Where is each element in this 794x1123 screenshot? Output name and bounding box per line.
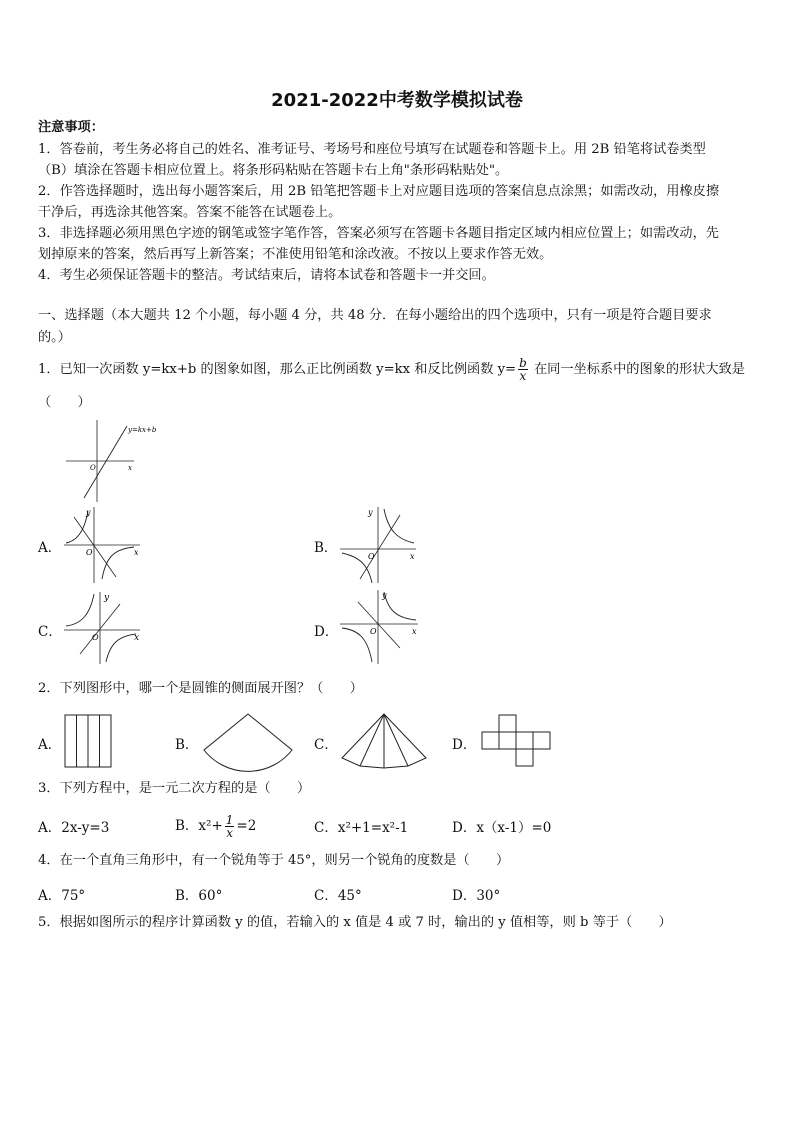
q1-main-graph	[64, 418, 164, 502]
origin-label: O	[90, 464, 96, 472]
notice-line: 2．作答选择题时，选出每小题答案后，用 2B 铅笔把答题卡上对应题目选项的答案信息点涂黑；如需改动，用橡皮擦	[38, 184, 720, 199]
notice-line: 1．答卷前，考生务必将自己的姓名、准考证号、考场号和座位号填写在试题卷和答题卡上。用 2B 铅笔将试卷类型	[38, 142, 706, 157]
y-axis-label: y	[368, 508, 373, 517]
q2-option-a-label[interactable]: A．	[38, 737, 62, 753]
q2-option-a-figure[interactable]	[64, 714, 114, 770]
notice-line: 4．考生必须保证答题卡的整洁。考试结束后，请将本试卷和答题卡一并交回。	[38, 268, 495, 283]
q1-option-c-label[interactable]: C．	[38, 624, 62, 640]
q1-frac-num: b	[519, 356, 527, 370]
q3-b-after: =2	[236, 818, 257, 834]
q3-option-a[interactable]: A．2x-y=3	[38, 820, 110, 836]
question-2-text: 2．下列图形中，哪一个是圆锥的侧面展开图？（ ）	[38, 681, 363, 696]
question-5-text: 5．根据如图所示的程序计算函数 y 的值，若输入的 x 值是 4 或 7 时，输出的 y 值相等，则 b 等于（ ）	[38, 915, 672, 930]
q3-b-den: x	[226, 826, 233, 840]
q1-option-b-label[interactable]: B．	[314, 540, 338, 556]
q1-option-b-graph[interactable]	[338, 505, 420, 585]
q2-option-d-figure[interactable]	[480, 714, 552, 770]
section-heading-cont: 的。）	[38, 330, 71, 345]
y-axis-label: y	[86, 508, 91, 517]
y-axis-label: y	[104, 593, 110, 603]
q1-text-before: 1．已知一次函数 y=kx+b 的图象如图，那么正比例函数 y=kx 和反比例函数 y=	[38, 362, 517, 377]
y-axis-label: y	[382, 591, 387, 600]
notice-line: （B）填涂在答题卡相应位置上。将条形码粘贴在答题卡右上角"条形码粘贴处"。	[38, 163, 509, 178]
question-1-paren: （ ）	[38, 395, 91, 410]
page-title: 2021-2022中考数学模拟试卷	[271, 90, 523, 111]
q2-option-c-label[interactable]: C．	[314, 737, 338, 753]
q1-text-after: 在同一坐标系中的图象的形状大致是	[529, 362, 745, 377]
q2-option-b-figure[interactable]	[202, 712, 294, 768]
q3-option-d[interactable]: D．x（x-1）=0	[452, 820, 552, 836]
origin-label: O	[370, 627, 377, 636]
q2-option-b-label[interactable]: B．	[175, 737, 199, 753]
q1-option-a-label[interactable]: A．	[38, 540, 62, 556]
x-axis-label: x	[128, 464, 132, 472]
question-3-text: 3．下列方程中，是一元二次方程的是（ ）	[38, 781, 311, 796]
q4-option-d[interactable]: D．30°	[452, 888, 501, 904]
notice-line: 3．非选择题必须用黑色字迹的钢笔或签字笔作答，答案必须写在答题卡各题目指定区域内相应位置上；如需改动，先	[38, 226, 719, 241]
q3-option-b[interactable]	[175, 806, 256, 846]
q2-option-d-label[interactable]: D．	[452, 737, 477, 753]
q2-option-c-figure[interactable]	[340, 712, 430, 770]
notice-line: 划掉原来的答案，然后再写上新答案；不准使用铅笔和涂改液。不按以上要求作答无效。	[38, 247, 553, 262]
q3-b-before: B．x²+	[175, 818, 223, 834]
x-axis-label: x	[134, 548, 139, 557]
q1-fraction	[518, 357, 528, 382]
origin-label: O	[86, 548, 93, 557]
question-4-text: 4．在一个直角三角形中，有一个锐角等于 45°，则另一个锐角的度数是（ ）	[38, 853, 510, 868]
q1-option-d-label[interactable]: D．	[314, 624, 339, 640]
q3-b-num: 1	[225, 813, 234, 827]
section-heading: 一、选择题（本大题共 12 个小题，每小题 4 分，共 48 分．在每小题给出的四个选项中，只有一项是符合题目要求	[38, 308, 712, 323]
x-axis-label: x	[134, 633, 140, 643]
q4-option-c[interactable]: C．45°	[314, 888, 362, 904]
q1-option-d-graph[interactable]	[338, 588, 422, 666]
q1-line-label: y=kx+b	[128, 426, 157, 434]
q1-frac-den: x	[519, 369, 527, 383]
question-1-text	[38, 357, 760, 382]
x-axis-label: x	[412, 627, 417, 636]
origin-label: O	[92, 633, 99, 642]
q3-option-c[interactable]: C．x²+1=x²-1	[314, 820, 409, 836]
notice-line: 干净后，再选涂其他答案。答案不能答在试题卷上。	[38, 205, 342, 220]
q4-option-b[interactable]: B．60°	[175, 888, 223, 904]
q4-option-a[interactable]: A．75°	[38, 888, 86, 904]
x-axis-label: x	[410, 552, 415, 561]
q1-option-a-graph[interactable]	[62, 505, 144, 585]
notice-heading: 注意事项：	[38, 120, 104, 135]
q1-option-c-graph[interactable]	[62, 590, 144, 666]
q3-b-fraction	[225, 814, 235, 839]
origin-label: O	[368, 552, 375, 561]
